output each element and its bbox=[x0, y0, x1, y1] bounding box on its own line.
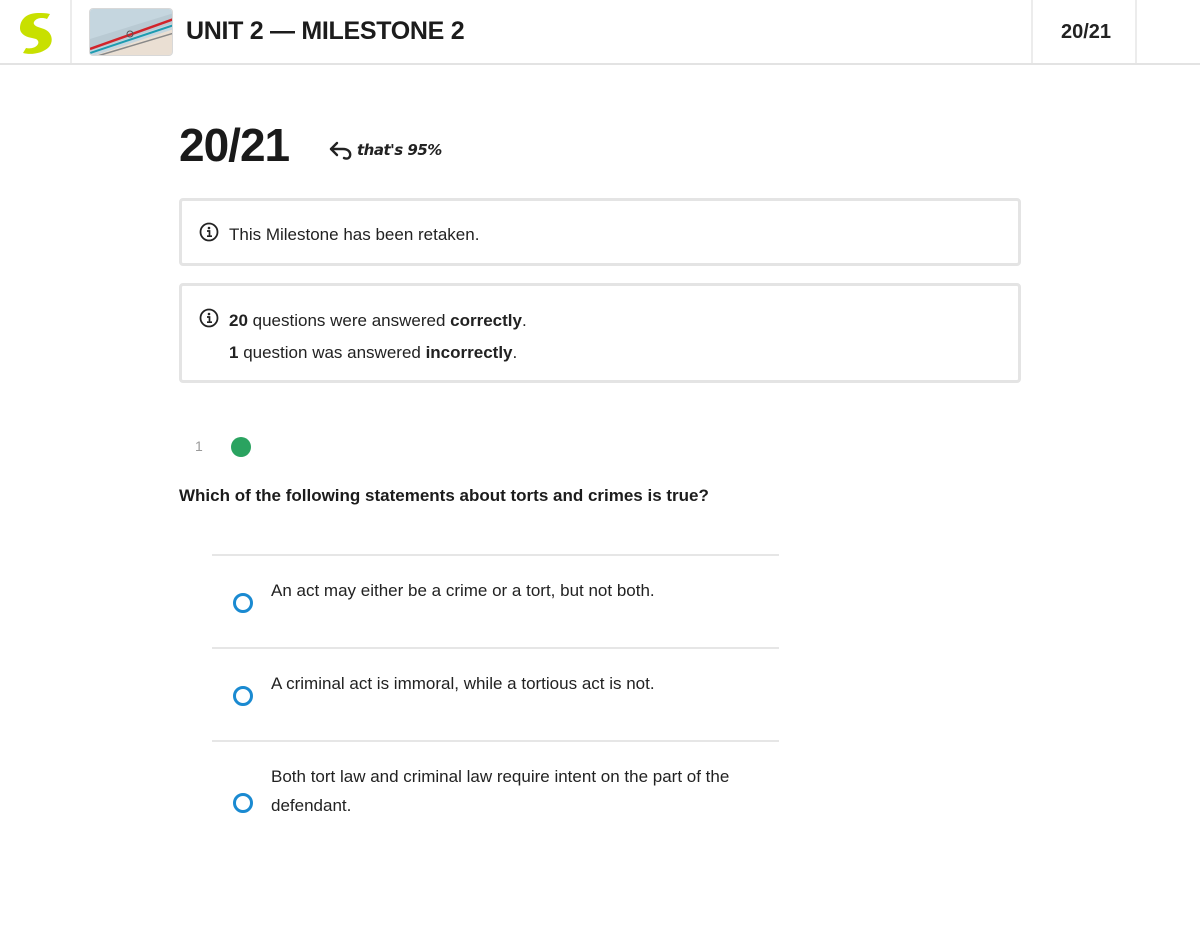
incorrect-count: 1 bbox=[229, 343, 239, 362]
answer-option[interactable] bbox=[212, 740, 779, 840]
correct-period: . bbox=[521, 311, 527, 330]
header-score bbox=[1031, 0, 1137, 63]
correct-summary bbox=[229, 311, 527, 331]
question-text: Which of the following statements about torts and crimes is true? bbox=[179, 486, 709, 505]
answer-options bbox=[212, 554, 779, 840]
radio-button[interactable] bbox=[233, 686, 253, 706]
answer-option-label: A criminal act is immoral, while a tortious act is not. bbox=[271, 674, 655, 693]
radio-button[interactable] bbox=[233, 793, 253, 813]
info-icon bbox=[199, 222, 219, 242]
header-score-value: 20/21 bbox=[1060, 21, 1112, 43]
answer-option[interactable] bbox=[212, 554, 779, 647]
correct-count: 20 bbox=[229, 311, 248, 330]
top-bar bbox=[0, 0, 1200, 65]
logo[interactable] bbox=[0, 0, 72, 63]
radio-button[interactable] bbox=[233, 593, 253, 613]
answer-option-label: An act may either be a crime or a tort, but not both. bbox=[271, 581, 655, 600]
question-status-dot bbox=[231, 437, 251, 457]
unit-title: UNIT 2 — MILESTONE 2 bbox=[186, 17, 465, 45]
curved-arrow-icon bbox=[329, 140, 353, 160]
retaken-text: This Milestone has been retaken. bbox=[229, 225, 480, 244]
incorrect-summary bbox=[229, 343, 517, 363]
results-summary bbox=[179, 283, 1021, 383]
correct-text: questions were answered bbox=[247, 311, 451, 330]
sophia-logo-icon bbox=[18, 12, 54, 54]
percent-text: that's 95% bbox=[357, 141, 442, 159]
unit-thumbnail bbox=[89, 8, 173, 56]
incorrect-text: question was answered bbox=[238, 343, 426, 362]
percent-note bbox=[329, 140, 442, 160]
result-score: 20/21 bbox=[179, 119, 290, 171]
incorrect-period: . bbox=[512, 343, 518, 362]
incorrect-word: incorrectly bbox=[425, 343, 513, 362]
answer-option-label: Both tort law and criminal law require intent on the part of the defendant. bbox=[271, 767, 730, 815]
correct-word: correctly bbox=[450, 311, 522, 330]
unit-thumbnail-image bbox=[90, 9, 173, 56]
info-icon bbox=[199, 308, 219, 328]
question-number: 1 bbox=[195, 438, 203, 454]
answer-option[interactable] bbox=[212, 647, 779, 740]
retaken-notice bbox=[179, 198, 1021, 266]
